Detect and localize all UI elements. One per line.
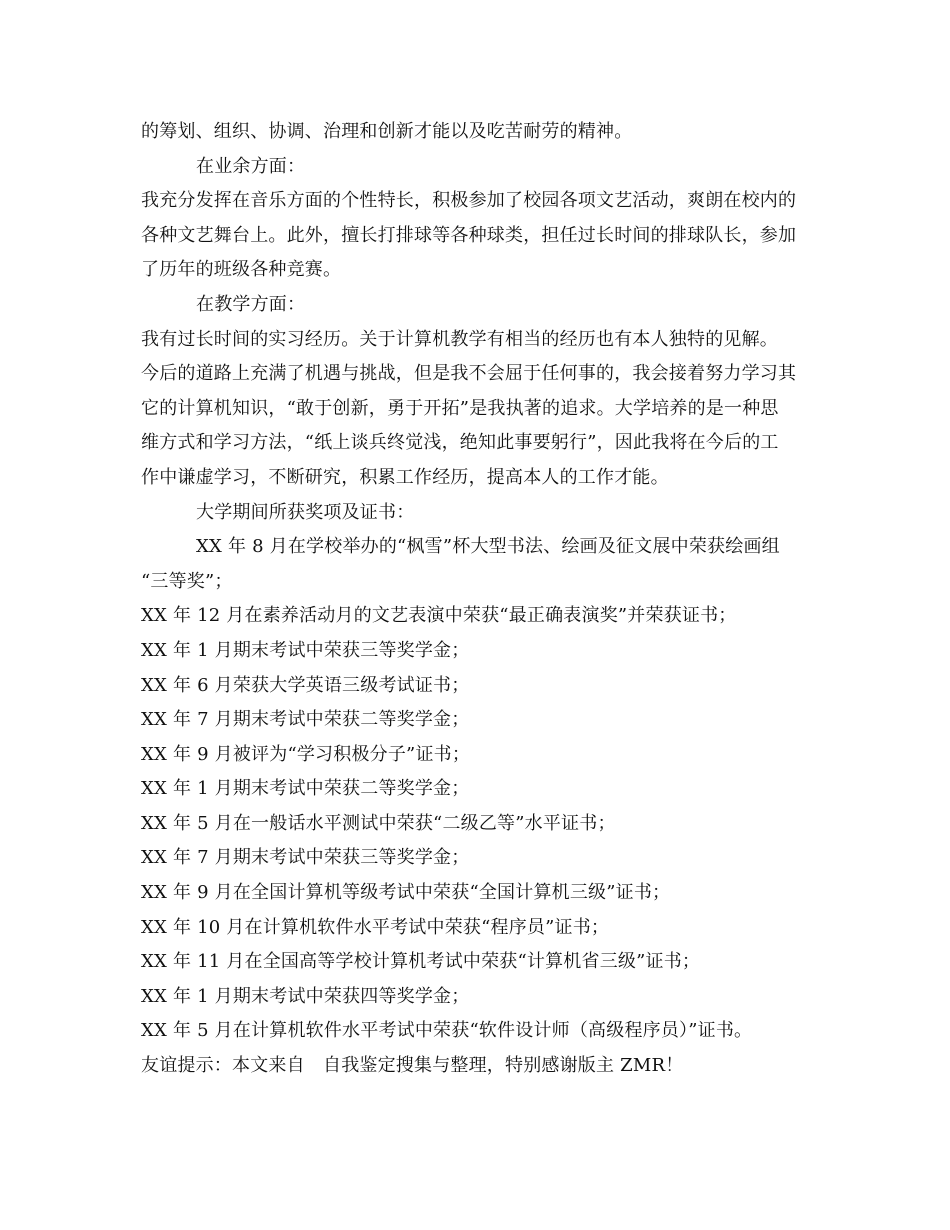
text-line: XX 年 7 月期末考试中荣获三等奖学金； <box>141 847 470 869</box>
text-line: XX 年 1 月期末考试中荣获二等奖学金； <box>141 778 470 800</box>
text-line: XX 年 11 月在全国高等学校计算机考试中荣获“计算机省三级”证书； <box>141 951 701 973</box>
text-line: XX 年 7 月期末考试中荣获二等奖学金； <box>141 709 470 731</box>
text-line: 在教学方面： <box>196 293 306 315</box>
text-line: XX 年 9 月在全国计算机等级考试中荣获“全国计算机三级”证书； <box>141 882 671 904</box>
text-line: 今后的道路上充满了机遇与挑战，但是我不会屈于任何事的，我会接着努力学习其 <box>141 363 797 385</box>
text-line: 我充分发挥在音乐方面的个性特长，积极参加了校园各项文艺活动，爽朗在校内的 <box>141 190 797 212</box>
text-line: XX 年 5 月在计算机软件水平考试中荣获“软件设计师（高级程序员）”证书。 <box>141 1020 753 1042</box>
text-line: 在业余方面： <box>196 155 306 177</box>
text-line: “三等奖”； <box>141 570 233 592</box>
text-line: XX 年 8 月在学校举办的“枫雪”杯大型书法、绘画及征文展中荣获绘画组 <box>196 536 780 558</box>
text-line: 大学期间所获奖项及证书： <box>196 501 415 523</box>
text-line: 的筹划、组织、协调、治理和创新才能以及吃苦耐劳的精神。 <box>141 121 633 142</box>
text-line: 我有过长时间的实习经历。关于计算机教学有相当的经历也有本人独特的见解。 <box>141 328 778 350</box>
text-line: XX 年 6 月荣获大学英语三级考试证书； <box>141 674 470 696</box>
document-body <box>141 115 821 1084</box>
text-line: 作中谦虚学习，不断研究，积累工作经历，提高本人的工作才能。 <box>141 466 669 488</box>
text-line: XX 年 12 月在素养活动月的文艺表演中荣获“最正确表演奖”并荣获证书； <box>141 605 737 627</box>
text-line: XX 年 9 月被评为“学习积极分子”证书； <box>141 743 471 765</box>
text-line: 它的计算机知识，“敢于创新，勇于开拓”是我执著的追求。大学培养的是一种思 <box>141 397 779 419</box>
text-line: 维方式和学习方法，“纸上谈兵终觉浅，绝知此事要躬行”，因此我将在今后的工 <box>141 432 779 454</box>
text-line: XX 年 1 月期末考试中荣获四等奖学金； <box>141 985 470 1007</box>
text-line: 友谊提示：本文来自 自我鉴定搜集与整理，特别感谢版主 ZMR！ <box>141 1055 684 1077</box>
text-line: XX 年 5 月在一般话水平测试中荣获“二级乙等”水平证书； <box>141 812 616 834</box>
text-line: XX 年 10 月在计算机软件水平考试中荣获“程序员”证书； <box>141 916 610 938</box>
text-line: XX 年 1 月期末考试中荣获三等奖学金； <box>141 639 470 661</box>
text-line: 各种文艺舞台上。此外，擅长打排球等各种球类，担任过长时间的排球队长，参加 <box>141 224 797 246</box>
text-line: 了历年的班级各种竞赛。 <box>141 259 342 281</box>
